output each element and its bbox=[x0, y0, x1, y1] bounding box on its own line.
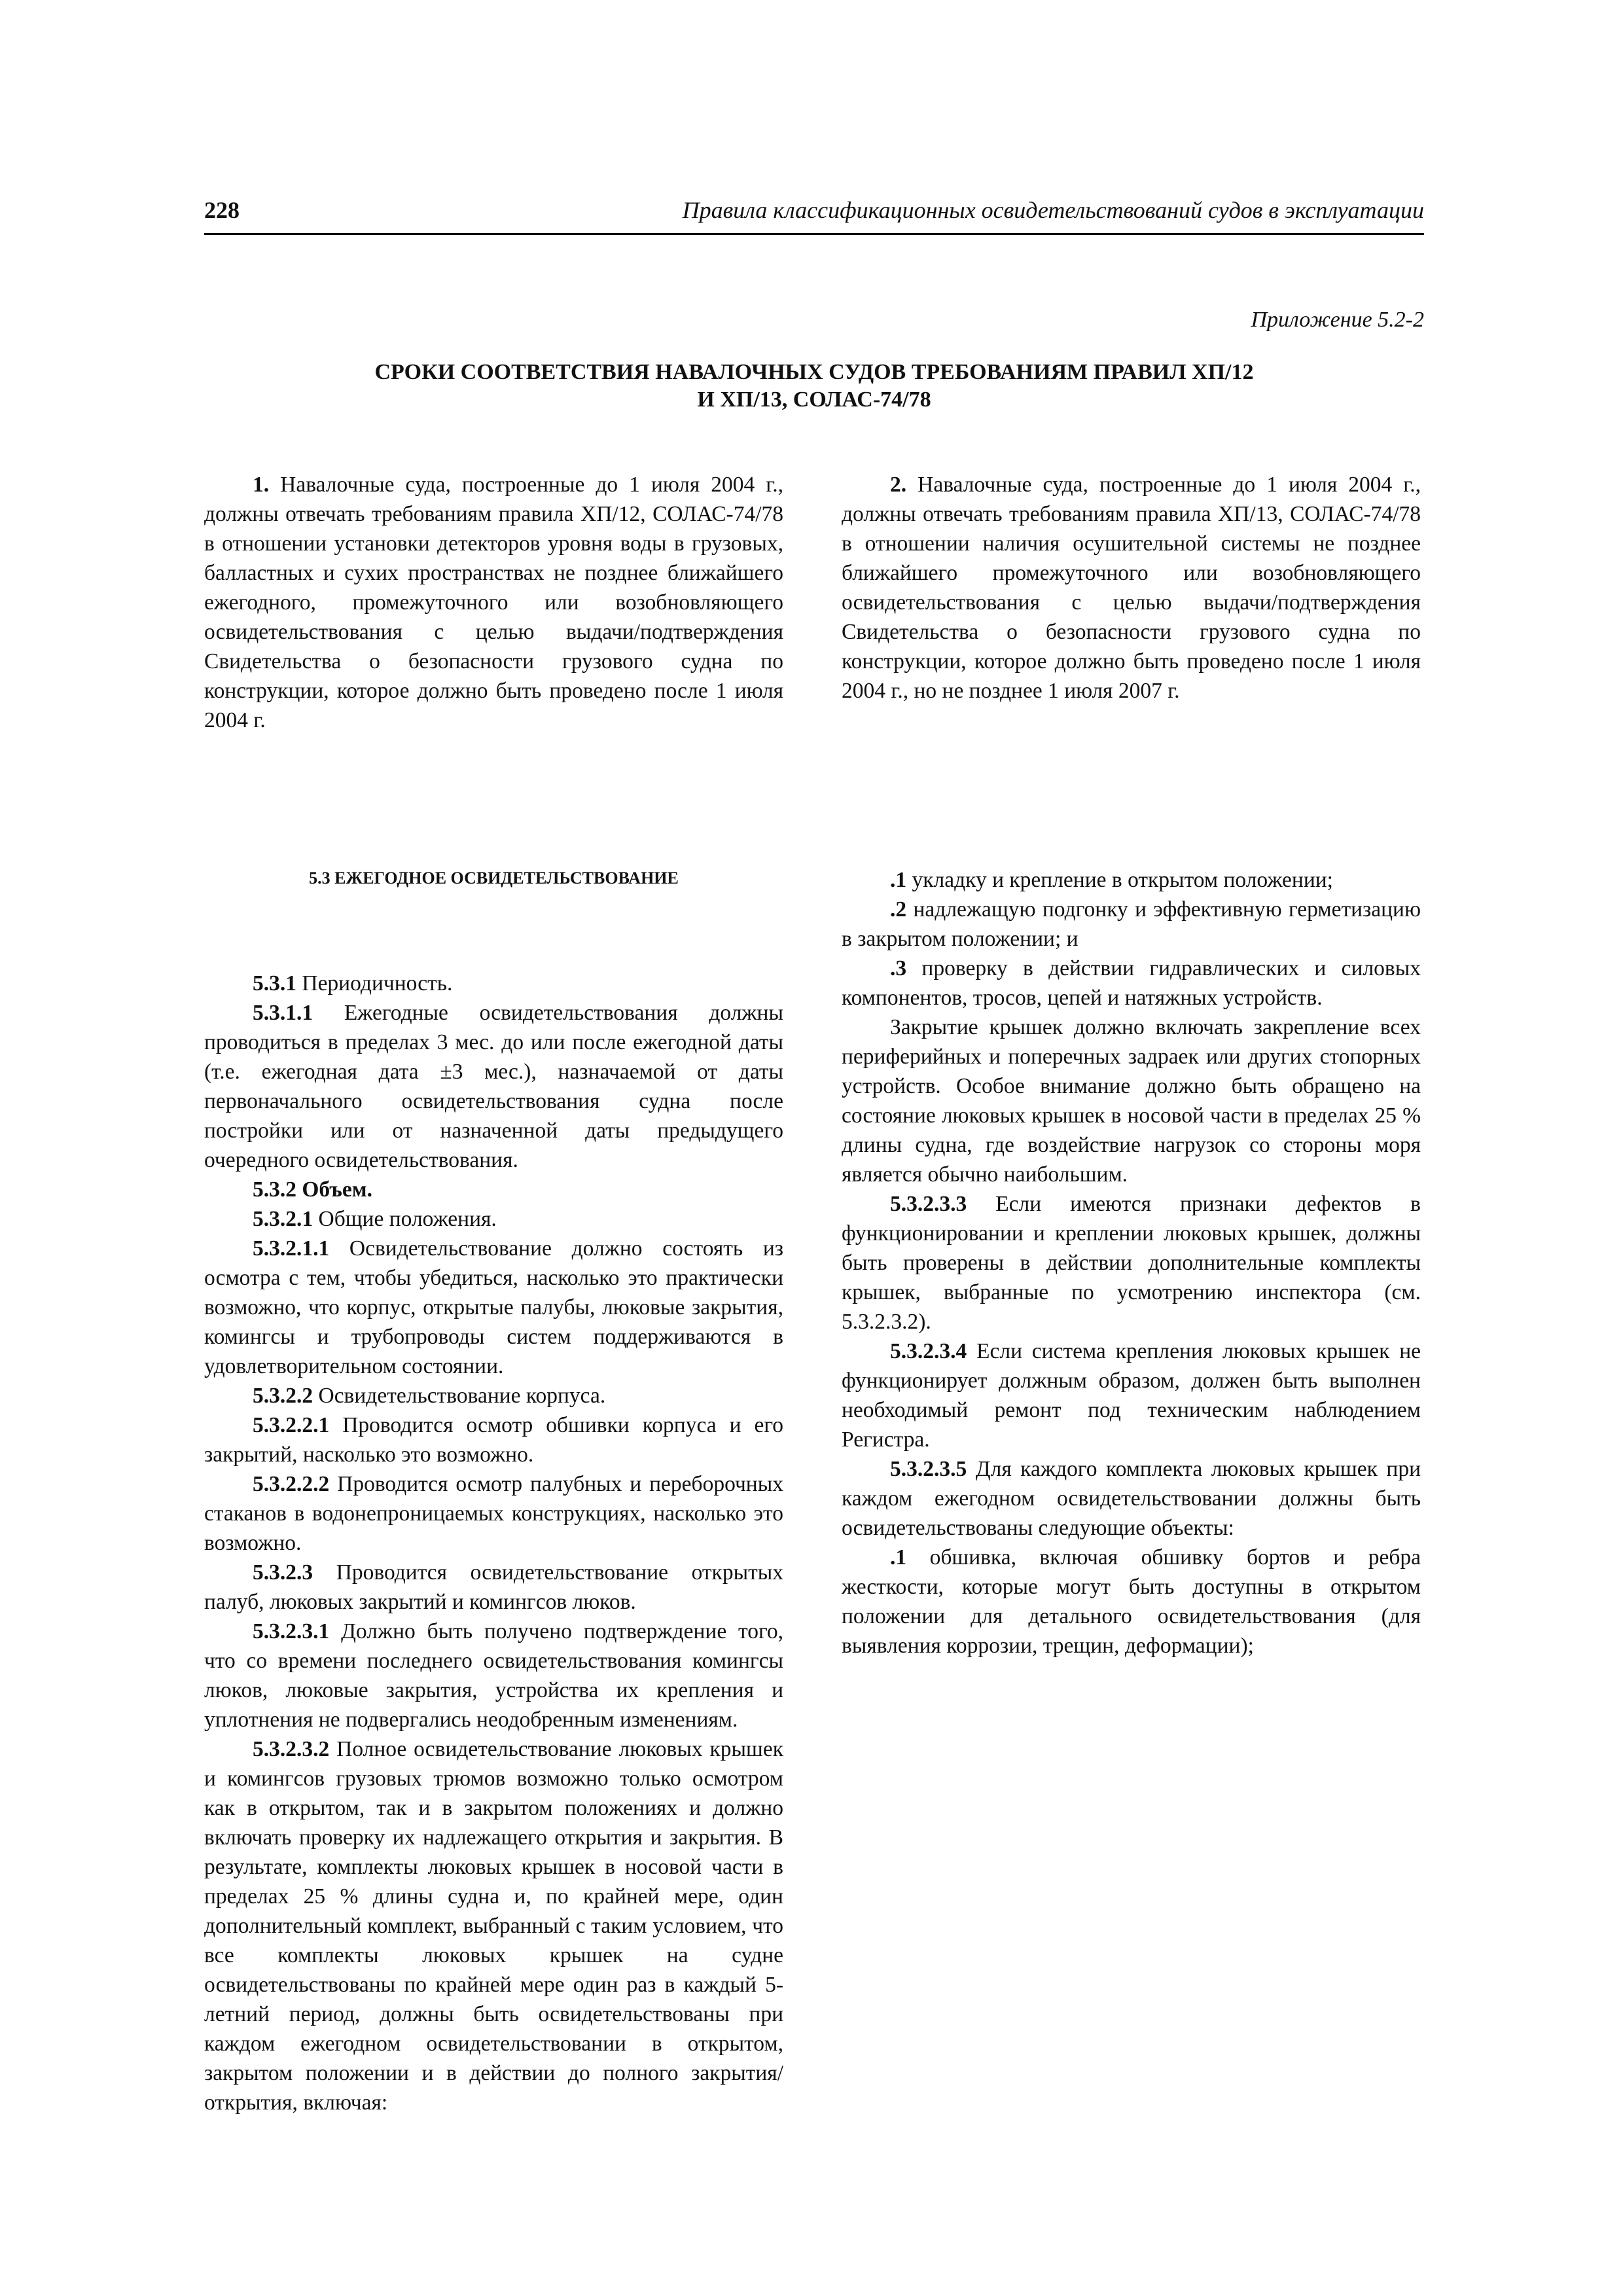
section-left-column bbox=[204, 865, 783, 2117]
paragraph-5-3-2-3-5: 5.3.2.3.5 Для каждого комплекта люковых крышек при каждом ежегодном освидетельствовании должны быть освидетельствованы следующие объекты: bbox=[842, 1457, 1421, 1540]
appendix-item-2 bbox=[842, 470, 1421, 706]
paragraph-5-3-2: 5.3.2 Объем. bbox=[253, 1177, 372, 1202]
appendix-title-line1: СРОКИ СООТВЕТСТВИЯ НАВАЛОЧНЫХ СУДОВ ТРЕБОВАНИЯМ ПРАВИЛ ХП/12 bbox=[374, 360, 1254, 384]
paragraph-5-3-1: 5.3.1 Периодичность. bbox=[253, 971, 453, 996]
appendix-item-1 bbox=[204, 470, 783, 735]
item-text: Навалочные суда, построенные до 1 июля 2004 г., должны отвечать требованиям правила ХП/13, СОЛАС-74/78 в отношении наличия осушительной системы не позднее ближайшего промежуточного или возобновляющего освидетельствования с целью выдачи/подтверждения Свидетельства о безопасности грузового судна по конструкции, которое должно быть проведено после 1 июля 2004 г., но не позднее 1 июля 2007 г. bbox=[842, 473, 1421, 703]
list2-item-1: .1 обшивка, включая обшивку бортов и ребра жесткости, которые могут быть доступны в открытом положении для детального освидетельствования (для выявления коррозии, трещин, деформации); bbox=[842, 1545, 1421, 1658]
appendix-label: Приложение 5.2-2 bbox=[1251, 308, 1424, 332]
paragraph-5-3-2-3: 5.3.2.3 Проводится освидетельствование открытых палуб, люковых закрытий и комингсов люков. bbox=[204, 1560, 783, 1614]
paragraph-5-3-2-3-2: 5.3.2.3.2 Полное освидетельствование люковых крышек и комингсов грузовых трюмов возможно только осмотром как в открытом, так и в закрытом положениях и должно включать проверку их надлежащего открытия и закрытия. В результате, комплекты люковых крышек в носовой части в пределах 25 % длины судна и, по крайней мере, один дополнительный комплект, выбранный с таким условием, что все комплекты люковых крышек на судне освидетельствованы по крайней мере один раз в каждый 5-летний период, должны быть освидетельствованы при каждом ежегодном освидетельствовании в открытом, закрытом положении и в действии до полного закрытия/открытия, включая: bbox=[204, 1737, 783, 2115]
paragraph-5-3-2-3-1: 5.3.2.3.1 Должно быть получено подтверждение того, что со времени последнего освидетельствования комингсы люков, люковые закрытия, устройства их крепления и уплотнения не подвергались неодобренным изменениям. bbox=[204, 1619, 783, 1732]
paragraph-5-3-2-1: 5.3.2.1 Общие положения. bbox=[253, 1207, 497, 1231]
paragraph-5-3-2-2: 5.3.2.2 Освидетельствование корпуса. bbox=[253, 1384, 606, 1408]
closing-paragraph: Закрытие крышек должно включать закрепление всех периферийных и поперечных задраек или других стопорных устройств. Особое внимание должно быть обращено на состояние люковых крышек в носовой части в пределах 25 % длины судна, где воздействие нагрузок со стороны моря является обычно наибольшим. bbox=[842, 1015, 1421, 1187]
paragraph-5-3-2-3-3: 5.3.2.3.3 Если имеются признаки дефектов в функционировании и креплении люковых крышек, должны быть проверены в действии дополнительные комплекты крышек, выбранные по усмотрению инспектора (см. 5.3.2.3.2). bbox=[842, 1192, 1421, 1334]
section-right-column bbox=[842, 865, 1421, 1660]
paragraph-5-3-2-2-1: 5.3.2.2.1 Проводится осмотр обшивки корпуса и его закрытий, насколько это возможно. bbox=[204, 1413, 783, 1467]
running-title: Правила классификационных освидетельствований судов в эксплуатации bbox=[682, 197, 1424, 223]
item-text: Навалочные суда, построенные до 1 июля 2004 г., должны отвечать требованиям правила ХП/12, СОЛАС-74/78 в отношении установки детекторов уровня воды в грузовых, балластных и сухих пространствах не позднее ближайшего ежегодного, промежуточного или возобновляющего освидетельствования с целью выдачи/подтверждения Свидетельства о безопасности грузового судна по конструкции, которое должно быть проведено после 1 июля 2004 г. bbox=[204, 473, 783, 732]
page-number: 228 bbox=[204, 197, 240, 223]
list1-item-3: .3 проверку в действии гидравлических и силовых компонентов, тросов, цепей и натяжных устройств. bbox=[842, 956, 1421, 1010]
list1-item-1: .1 укладку и крепление в открытом положении; bbox=[890, 868, 1333, 892]
section-heading: 5.3 ЕЖЕГОДНОЕ ОСВИДЕТЕЛЬСТВОВАНИЕ bbox=[309, 869, 679, 888]
paragraph-5-3-2-2-2: 5.3.2.2.2 Проводится осмотр палубных и переборочных стаканов в водонепроницаемых конструкциях, насколько это возможно. bbox=[204, 1472, 783, 1555]
appendix-title-line2: И ХП/13, СОЛАС-74/78 bbox=[697, 387, 931, 412]
page-header bbox=[204, 196, 1424, 235]
paragraph-5-3-1-1: 5.3.1.1 Ежегодные освидетельствования должны проводиться в пределах 3 мес. до или после ежегодной даты (т.е. ежегодная дата ±3 мес.), назначаемой от даты первоначального освидетельствования судна после постройки или от назначенной даты предыдущего очередного освидетельствования. bbox=[204, 1001, 783, 1172]
paragraph-5-3-2-3-4: 5.3.2.3.4 Если система крепления люковых крышек не функционирует должным образом, должен быть выполнен необходимый ремонт под техническим наблюдением Регистра. bbox=[842, 1339, 1421, 1452]
list1-item-2: .2 надлежащую подгонку и эффективную герметизацию в закрытом положении; и bbox=[842, 897, 1421, 951]
appendix-title bbox=[204, 359, 1424, 414]
paragraph-5-3-2-1-1: 5.3.2.1.1 Освидетельствование должно состоять из осмотра с тем, чтобы убедиться, насколько это практически возможно, что корпус, открытые палубы, люковые закрытия, комингсы и трубопроводы систем поддерживаются в удовлетворительном состоянии. bbox=[204, 1236, 783, 1378]
item-number: 2. bbox=[890, 473, 907, 497]
item-number: 1. bbox=[253, 473, 270, 497]
